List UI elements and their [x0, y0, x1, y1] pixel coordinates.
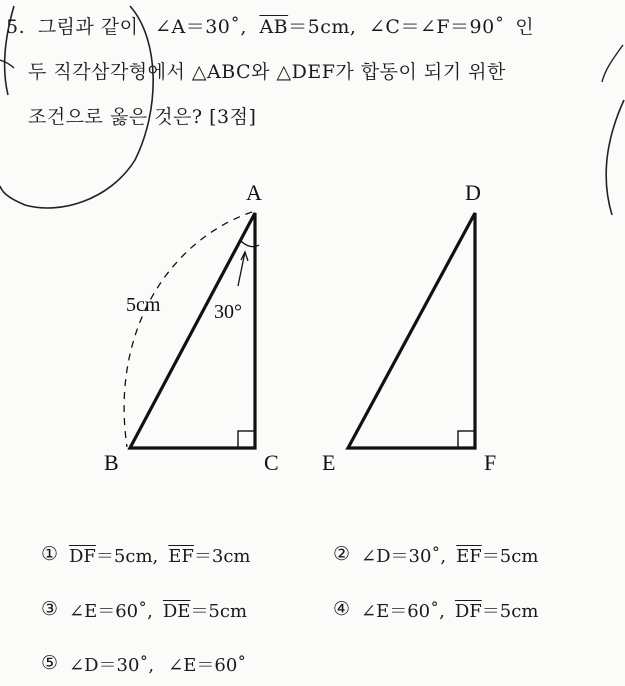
angle-label: 30°	[214, 301, 242, 323]
right-angle-mark-f	[458, 431, 475, 448]
segment-ab-value: ＝5cm,	[288, 16, 357, 38]
triangle-def	[348, 213, 475, 448]
option-text: ∠E＝60˚,	[361, 601, 445, 622]
option-2[interactable]	[332, 542, 538, 568]
question-text-1-end: 인	[515, 16, 535, 38]
segment-ab: $\overline{AB}$	[259, 16, 289, 38]
segment-label: $\overline{DE}$	[162, 601, 191, 622]
question-line-3: 조건으로 옳은 것은? [3점]	[28, 106, 257, 128]
segment-label: $\overline{DF}$	[69, 546, 96, 567]
angle-arrow-a	[238, 252, 245, 286]
question-text-1: 그림과 같이	[37, 16, 139, 38]
dashed-arc-ab	[124, 212, 252, 447]
question-line-2: 두 직각삼각형에서 △ABC와 △DEF가 합동이 되기 위한	[28, 61, 506, 83]
option-text: ∠D＝30˚,	[361, 546, 447, 567]
segment-label: $\overline{EF}$	[456, 546, 482, 567]
vertex-label-f: F	[484, 450, 497, 475]
option-text: ＝5cm	[481, 601, 539, 622]
vertex-label-b: B	[104, 450, 119, 475]
option-4[interactable]	[332, 597, 538, 623]
option-text: ＝3cm	[193, 546, 251, 567]
option-marker: ④	[332, 598, 351, 620]
option-text: ＝5cm,	[95, 546, 159, 567]
vertex-label-a: A	[246, 180, 262, 205]
option-marker: ③	[40, 598, 59, 620]
angle-a-condition: ∠A＝30˚,	[155, 16, 247, 38]
vertex-label-c: C	[264, 450, 279, 475]
option-3[interactable]	[40, 597, 247, 623]
triangle-abc	[130, 213, 255, 448]
question-number: 5.	[6, 16, 26, 38]
vertex-label-d: D	[465, 180, 481, 205]
option-1[interactable]	[40, 542, 251, 568]
segment-label: $\overline{DF}$	[454, 601, 482, 622]
option-text: ＝5cm	[481, 546, 539, 567]
vertex-label-e: E	[322, 450, 336, 475]
option-text: ＝5cm	[190, 601, 248, 622]
side-length-label: 5cm	[126, 294, 161, 316]
segment-label: $\overline{EF}$	[168, 546, 194, 567]
option-text: ∠E＝60˚	[168, 655, 247, 676]
option-5[interactable]	[40, 651, 246, 677]
option-marker: ⑤	[40, 652, 59, 674]
right-angle-condition: ∠C＝∠F＝90˚	[368, 16, 505, 38]
option-marker: ②	[332, 543, 351, 565]
option-text: ∠D＝30˚,	[69, 655, 155, 676]
option-text: ∠E＝60˚,	[69, 601, 153, 622]
option-marker: ①	[40, 543, 59, 565]
right-angle-mark-c	[238, 431, 255, 448]
